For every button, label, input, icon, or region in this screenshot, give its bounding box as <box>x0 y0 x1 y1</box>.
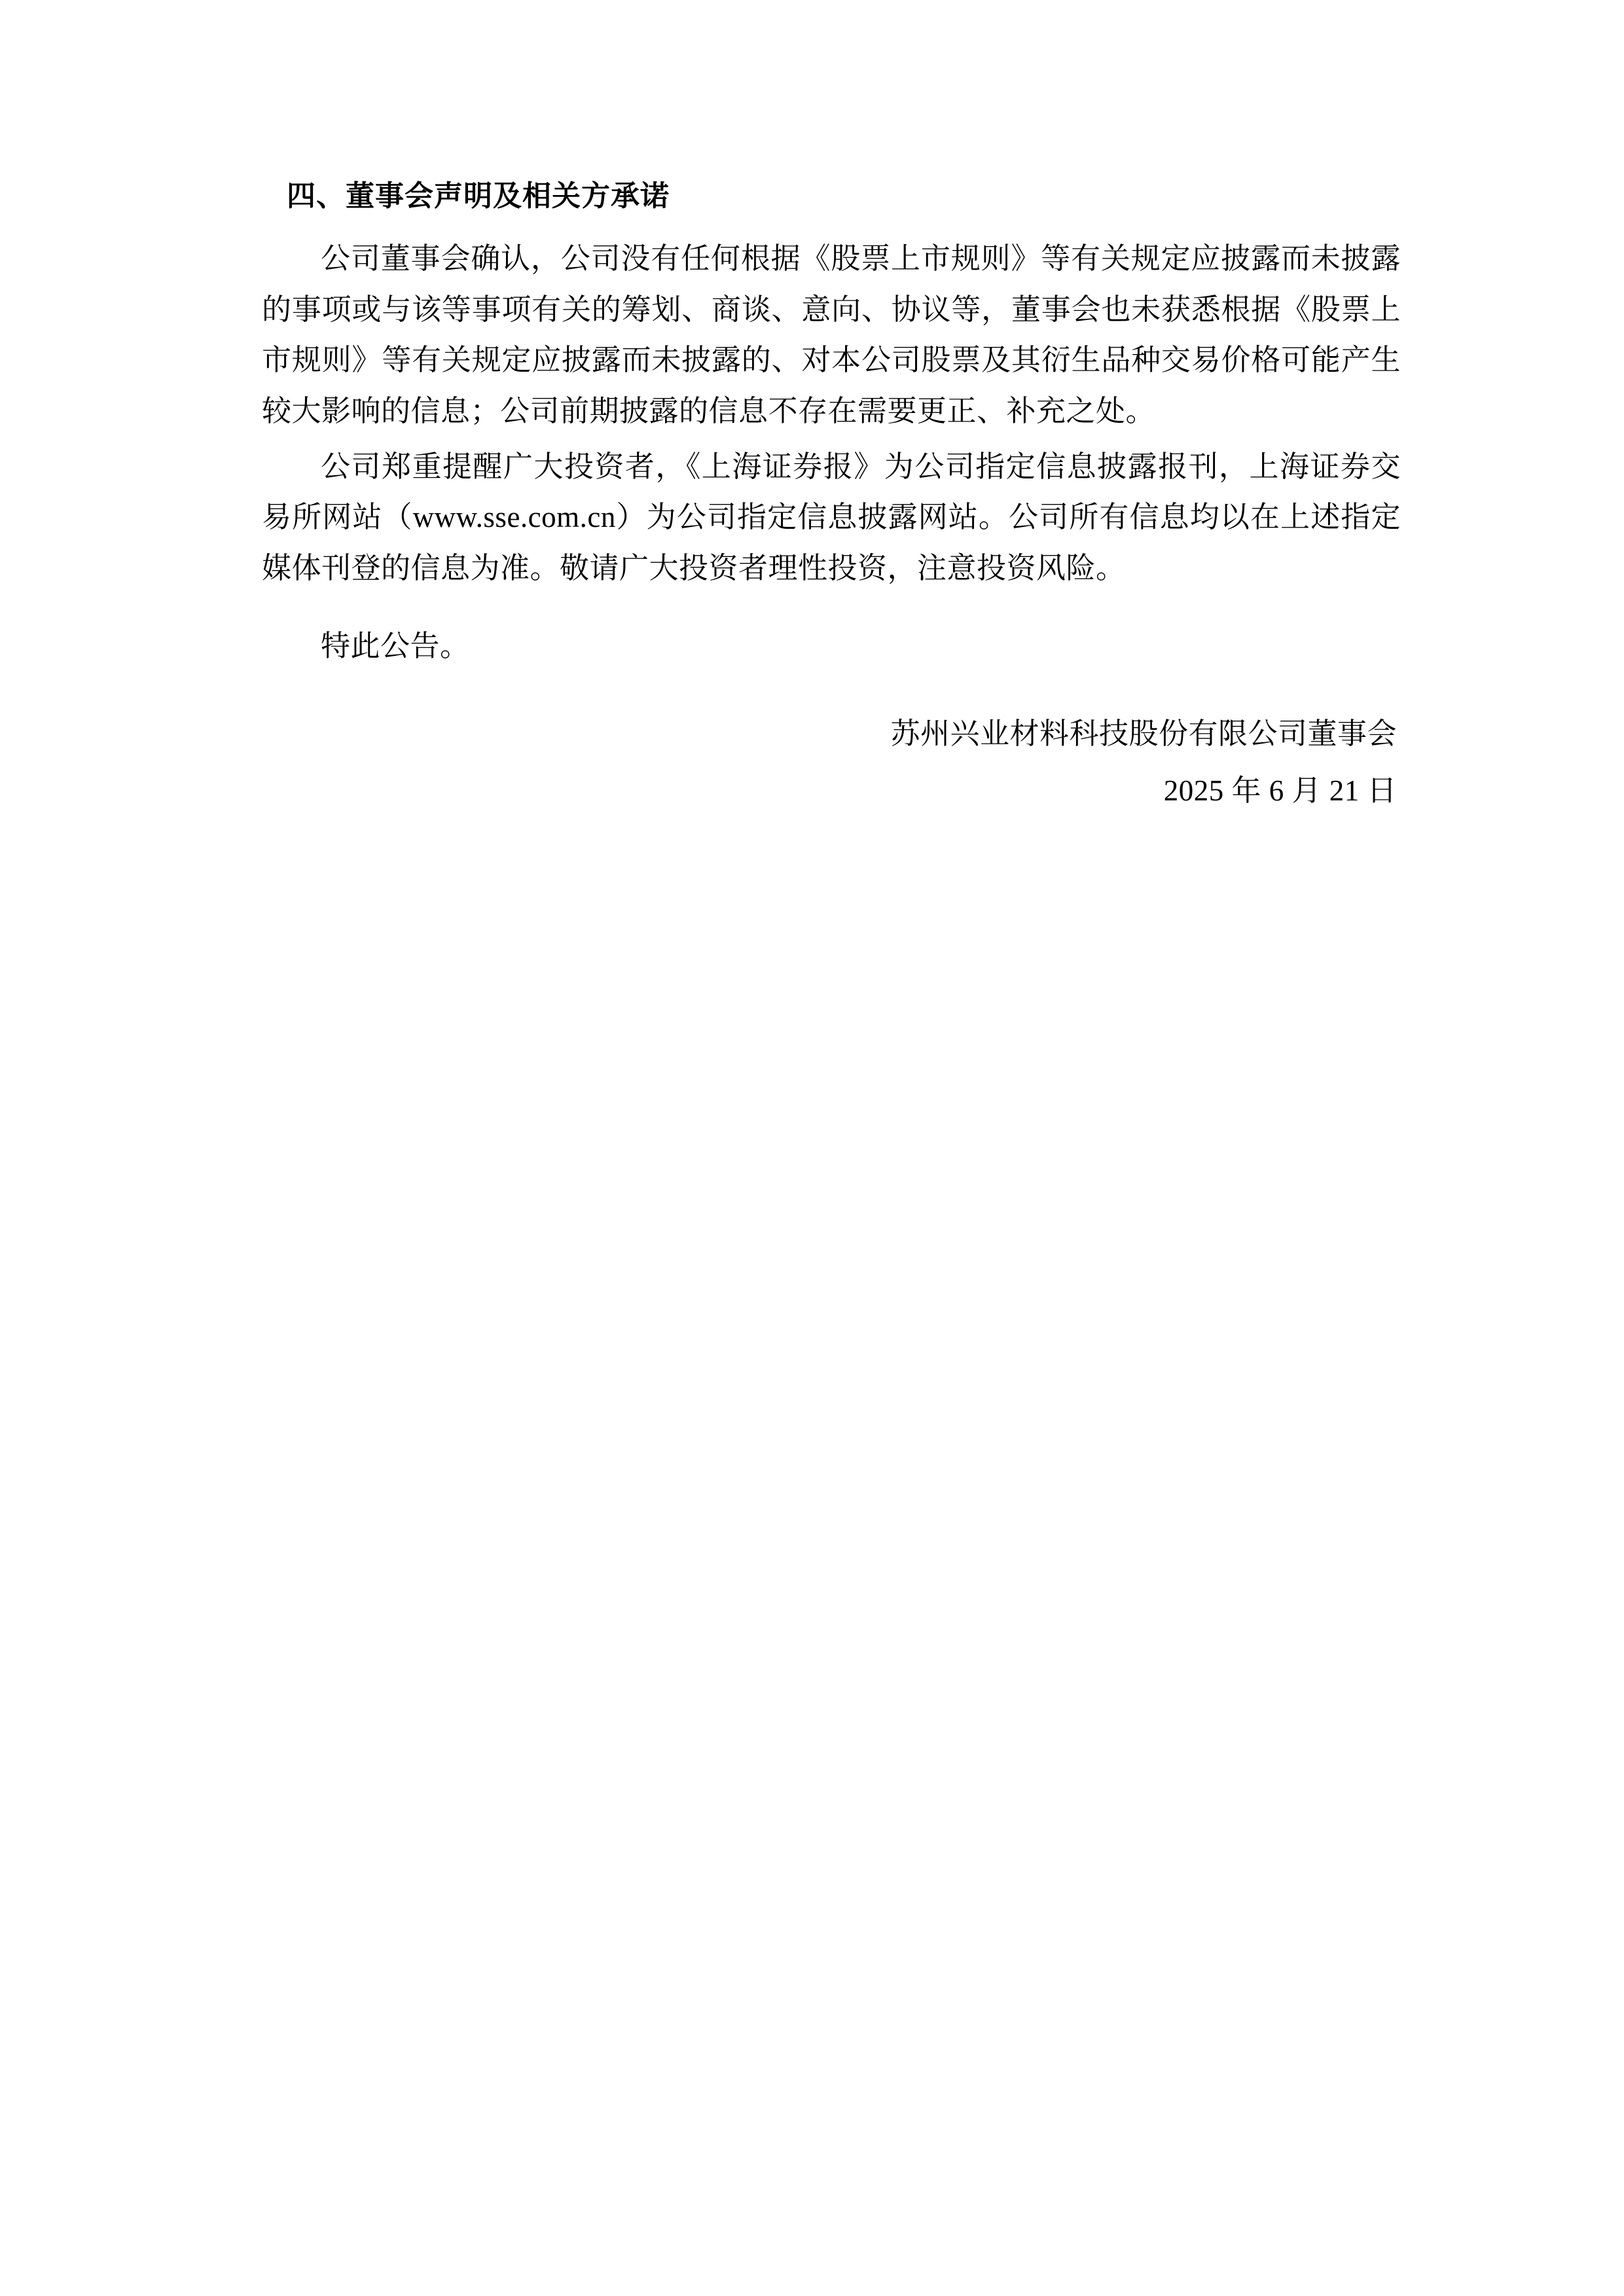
section-heading: 四、董事会声明及相关方承诺 <box>287 179 670 213</box>
signature-block <box>262 709 1401 817</box>
signer-name: 苏州兴业材料科技股份有限公司董事会 <box>890 717 1397 750</box>
paragraph-spacer <box>262 599 1401 621</box>
paragraph-board-statement: 公司董事会确认，公司没有任何根据《股票上市规则》等有关规定应披露而未披露的事项或与该等事项有关的筹划、商谈、意向、协议等，董事会也未获悉根据《股票上市规则》等有关规定应披露而未披露的、对本公司股票及其衍生品种交易价格可能产生较大影响的信息；公司前期披露的信息不存在需要更正、补充之处。 <box>262 242 1401 427</box>
document-body <box>262 177 1401 816</box>
closing-notice: 特此公告。 <box>321 630 470 663</box>
paragraph-disclosure-media: 公司郑重提醒广大投资者，《上海证券报》为公司指定信息披露报刊，上海证券交易所网站（www.sse.com.cn）为公司指定信息披露网站。公司所有信息均以在上述指定媒体刊登的信息为准。敬请广大投资者理性投资，注意投资风险。 <box>262 450 1401 584</box>
signature-date: 2025 年 6 月 21 日 <box>1163 774 1397 807</box>
